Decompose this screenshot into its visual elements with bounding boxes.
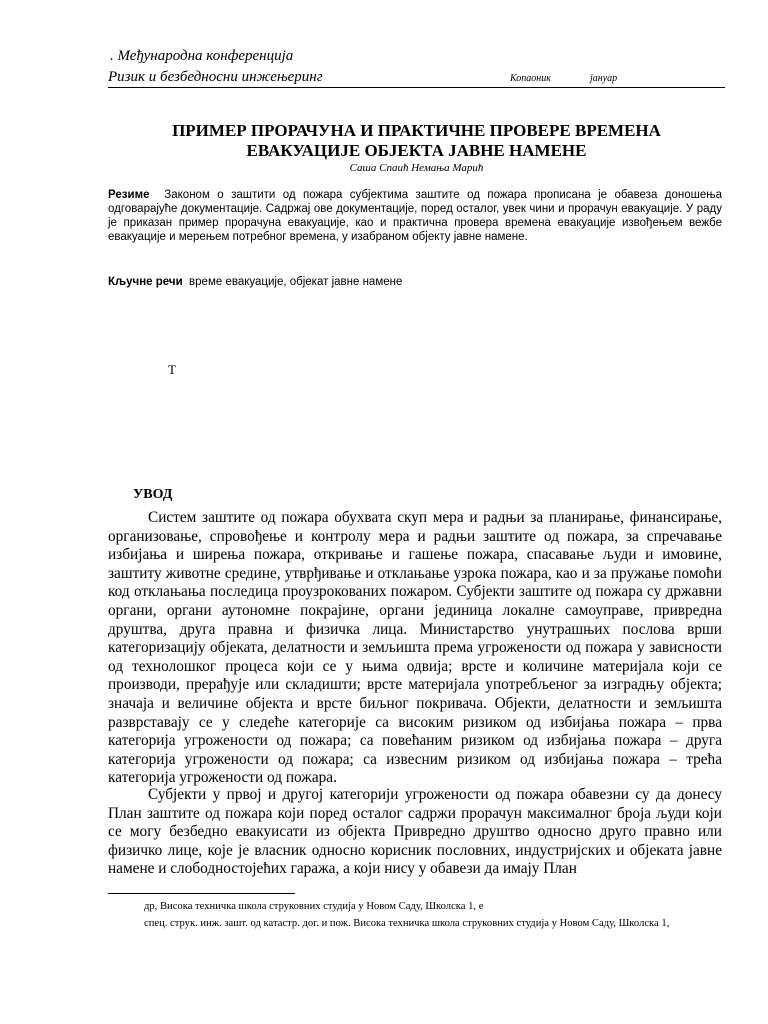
keywords-text: време евакуације, објекат јавне намене [189, 276, 403, 288]
intro-paragraph-2: Субјекти у првој и другој категорији угрожености од пожара обавезни су да донесу План заштите од пожара који поред осталог садржи прорачун максималног броја људи који се могу безбедно евакуисати из објекта Привредно друштво односно друго правно или физичко лице, које је власник односно корисник пословних, индустријских и објеката јавне намене и слободностојећих гаража, а који нису у обавези да имају План [108, 786, 722, 878]
footnote-2: спец. струк. инж. зашт. од катастр. дог. и пож. Висока техничка школа струковних студија у Новом Саду, Школска 1, [144, 918, 670, 929]
conference-location: Копаоник [510, 73, 551, 84]
intro-paragraph-1: Систем заштите од пожара обухвата скуп мера и радњи за планирање, финансирање, организовање, спровођење и контролу мера и радњи заштите од пожара, за спречавање избијања и ширења пожара, откривање и гашење пожара, спасавање људи и имовине, заштиту животне средине, утврђивање и отклањање узрока пожара, као и за пружање помоћи код отклањања последица проузрокованих пожаром. Субјекти заштите од пожара су државни органи, органи аутономне покрајине, органи јединица локалне самоуправе, привредна друштва, друга правна и физичка лица. Министарство унутрашњих послова врши категоризацију објеката, делатности и земљишта према угрожености од пожара у зависности од технолошког процеса који се у њима одвија; врсте и количине материјала који се производи, прерађује или складишти; врсте материјала употребљеног за изградњу објекта; значаја и величине објекта и врсте биљног покривача. Објекти, делатности и земљишта разврставају се у следеће категорије са високим ризиком од избијања пожара – прва категорија угрожености од пожара; са повећаним ризиком од избијања пожара – друга категорија угрожености од пожара; са извесним ризиком од избијања пожара – трећа категорија угрожености од пожара. [108, 509, 722, 787]
conference-title: . Међународна конференција [110, 48, 294, 64]
section-heading-intro: УВОД [133, 487, 173, 502]
abstract [108, 188, 722, 244]
footnote-1: др, Висока техничка школа струковних студија у Новом Саду, Школска 1, е [144, 901, 484, 912]
conference-series: Ризик и безбедносни инжењеринг [108, 69, 323, 85]
paper-title [108, 121, 725, 161]
paper-authors: Саша Спаић Немања Марић [349, 162, 484, 174]
header-rule [108, 87, 725, 88]
paper-title-line-2: ЕВАКУАЦИЈЕ ОБЈЕКТА ЈАВНЕ НАМЕНЕ [246, 141, 587, 160]
paper-title-line-1: ПРИМЕР ПРОРАЧУНА И ПРАКТИЧНЕ ПРОВЕРЕ ВРЕМЕНА [172, 121, 661, 140]
abstract-text: Законом о заштити од пожара субјектима заштите од пожара прописана је обавеза доношења одговарајуће документације. Садржај ове документације, поред осталог, увек чини и прорачун евакуације. У раду је приказан пример прорачуна евакуације, као и практична провера времена евакуације извођењем вежбе евакуације и мерењем потребног времена, у изабраном објекту јавне намене. [108, 189, 722, 243]
stray-character: T [168, 362, 176, 377]
keywords [108, 276, 722, 288]
conference-month: јануар [590, 73, 618, 84]
abstract-label: Резиме [108, 189, 150, 201]
keywords-label: Кључне речи [108, 276, 183, 288]
footnote-rule [108, 893, 295, 894]
